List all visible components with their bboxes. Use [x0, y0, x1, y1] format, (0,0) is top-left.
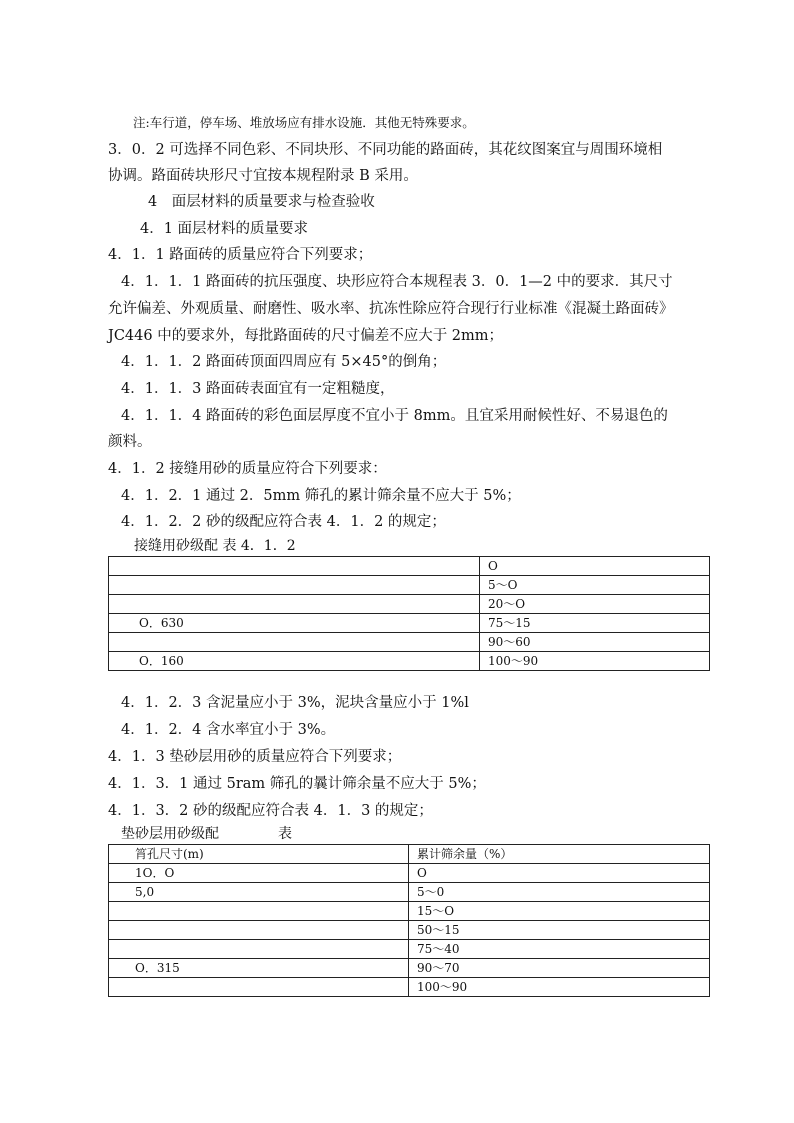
table-4-1-2: [108, 556, 710, 671]
clause-4-1-1: 4．1．1 路面砖的质量应符合下列要求；: [108, 247, 373, 263]
clause-4-1-2-3: 4．1．2．3 含泥量应小于 3%，泥块含量应小于 1%l: [121, 695, 469, 711]
clause-4-1-1-4-line2: 颜料。: [108, 434, 152, 450]
table-cell: [109, 902, 409, 921]
table-row: [109, 902, 710, 921]
table-cell: 5～O: [480, 576, 710, 595]
table-cell: 5,0: [109, 883, 409, 902]
table-cell: 15～O: [409, 902, 710, 921]
clause-4-1-2-2: 4．1．2．2 砂的级配应符合表 4．1．2 的规定；: [121, 514, 446, 530]
table-cell: 20～O: [480, 595, 710, 614]
clause-4-1-3-2: 4．1．3．2 砂的级配应符合表 4．1．3 的规定；: [108, 803, 433, 819]
clause-4-1-1-1-line2: 允许偏差、外观质量、耐磨性、吸水率、抗冻性除应符合现行行业标准《混凝土路面砖》: [108, 301, 674, 317]
clause-4-1-1-1-line3: JC446 中的要求外，每批路面砖的尺寸偏差不应大于 2mm；: [108, 328, 504, 344]
table-cell: 75～40: [409, 940, 710, 959]
section-heading-4-1: 4．1 面层材料的质量要求: [140, 221, 309, 237]
table-4-1-2-caption: 接缝用砂级配 表 4．1．2: [134, 538, 296, 554]
table-row: [109, 959, 710, 978]
table-row: [109, 978, 710, 997]
table-cell: O．160: [109, 652, 480, 671]
clause-4-1-1-3: 4．1．1．3 路面砖表面宜有一定粗糙度，: [121, 381, 395, 397]
table-4-1-3: [108, 844, 710, 997]
table-row: [109, 614, 710, 633]
table-cell: [109, 978, 409, 997]
table-row: [109, 864, 710, 883]
table-cell: 75～15: [480, 614, 710, 633]
table-cell: 100～90: [480, 652, 710, 671]
clause-4-1-1-1-line1: 4．1．1．1 路面砖的抗压强度、块形应符合本规程表 3．0．1—2 中的要求．其尺寸: [121, 274, 673, 290]
clause-4-1-3-1: 4．1．3．1 通过 5ram 筛孔的曩计筛余量不应大于 5%；: [108, 776, 486, 792]
table-cell: O．315: [109, 959, 409, 978]
table-row: [109, 940, 710, 959]
clause-4-1-2-1: 4．1．2．1 通过 2．5mm 筛孔的累计筛余量不应大于 5%；: [121, 488, 521, 504]
para-3-0-2-line2: 协调。路面砖块形尺寸宜按本规程附录 B 采用。: [108, 168, 418, 184]
table-cell: 100～90: [409, 978, 710, 997]
clause-4-1-1-2: 4．1．1．2 路面砖顶面四周应有 5×45°的倒角；: [121, 354, 447, 370]
table-header-cell: 筲孔尺寸(m): [109, 845, 409, 864]
clause-4-1-1-4-line1: 4．1．1．4 路面砖的彩色面层厚度不宜小于 8mm。且宜采用耐候性好、不易退色的: [121, 408, 668, 424]
table-row: [109, 883, 710, 902]
clause-4-1-2: 4．1．2 接缝用砂的质量应符合下列要求：: [108, 461, 387, 477]
table-4-1-3-caption-suffix: 表: [278, 826, 292, 842]
table-cell: [109, 921, 409, 940]
table-cell: [109, 940, 409, 959]
table-row: [109, 652, 710, 671]
table-4-1-3-caption: 垫砂层用砂级配: [121, 826, 219, 842]
table-header-cell: 累计筛余量（%）: [409, 845, 710, 864]
table-note: 注:车行道，停车场、堆放场应有排水设施．其他无特殊要求。: [133, 115, 475, 130]
table-row: [109, 557, 710, 576]
table-cell: O: [409, 864, 710, 883]
table-cell: O．630: [109, 614, 480, 633]
para-3-0-2-line1: 3．0．2 可选择不同色彩、不同块形、不同功能的路面砖，其花纹图案宜与周围环境相: [108, 142, 663, 158]
table-cell: 1O．O: [109, 864, 409, 883]
table-cell: 5～0: [409, 883, 710, 902]
table-cell: [109, 595, 480, 614]
section-heading-4: 4 面层材料的质量要求与检查验收: [148, 194, 375, 210]
table-cell: 50～15: [409, 921, 710, 940]
table-cell: 90～60: [480, 633, 710, 652]
table-header-row: [109, 845, 710, 864]
table-row: [109, 576, 710, 595]
table-row: [109, 633, 710, 652]
table-cell: [109, 576, 480, 595]
table-cell: [109, 633, 480, 652]
table-cell: [109, 557, 480, 576]
table-row: [109, 921, 710, 940]
clause-4-1-3: 4．1．3 垫砂层用砂的质量应符合下列要求；: [108, 749, 402, 765]
table-row: [109, 595, 710, 614]
clause-4-1-2-4: 4．1．2．4 含水率宜小于 3%。: [121, 722, 336, 738]
table-cell: O: [480, 557, 710, 576]
table-cell: 90～70: [409, 959, 710, 978]
